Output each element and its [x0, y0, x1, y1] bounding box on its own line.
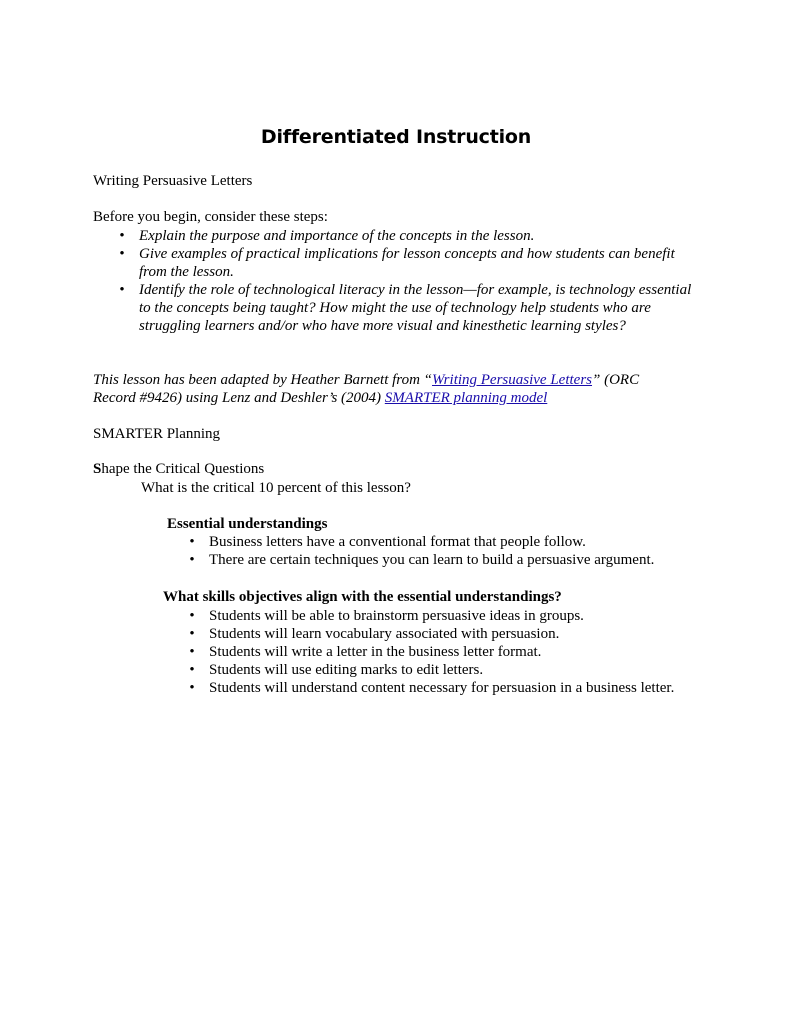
bullet-icon: •	[189, 552, 195, 568]
list-item	[185, 661, 705, 679]
skills-list	[185, 607, 705, 697]
list-item	[115, 227, 705, 245]
shape-heading-rest: hape the Critical Questions	[101, 461, 265, 477]
skill-item: Students will be able to brainstorm persuasive ideas in groups.	[209, 608, 584, 624]
list-item	[185, 551, 705, 569]
skill-item: Students will understand content necessary for persuasion in a business letter.	[209, 680, 675, 696]
bullet-icon: •	[189, 644, 195, 660]
bullet-icon: •	[189, 534, 195, 550]
list-item	[185, 533, 705, 551]
shape-first-letter: S	[93, 461, 102, 477]
bullet-icon: •	[119, 282, 125, 298]
bullet-icon: •	[119, 228, 125, 244]
skill-item: Students will learn vocabulary associated with persuasion.	[209, 626, 560, 642]
planning-heading: SMARTER Planning	[93, 426, 221, 442]
bullet-icon: •	[189, 608, 195, 624]
shape-heading	[93, 460, 264, 478]
step-text: Give examples of practical implications for lesson concepts and how students can benefit from the lesson.	[139, 246, 675, 280]
essential-item: There are certain techniques you can learn to build a persuasive argument.	[209, 552, 655, 568]
writing-persuasive-letters-link[interactable]: Writing Persuasive Letters	[432, 372, 593, 388]
adapted-prefix: This lesson has been adapted by Heather Barnett from “	[93, 372, 433, 388]
essential-item: Business letters have a conventional format that people follow.	[209, 534, 586, 550]
bullet-icon: •	[189, 680, 195, 696]
essential-heading: Essential understandings	[167, 516, 328, 532]
skill-item: Students will write a letter in the business letter format.	[209, 644, 542, 660]
list-item	[115, 245, 705, 281]
bullet-icon: •	[189, 662, 195, 678]
adapted-paragraph	[93, 371, 678, 407]
step-text: Explain the purpose and importance of the concepts in the lesson.	[139, 228, 535, 244]
skills-heading: What skills objectives align with the essential understandings?	[163, 589, 562, 605]
page-title: Differentiated Instruction	[260, 126, 532, 148]
lesson-subtitle: Writing Persuasive Letters	[93, 173, 253, 189]
skill-item: Students will use editing marks to edit letters.	[209, 662, 484, 678]
bullet-icon: •	[189, 626, 195, 642]
intro-text: Before you begin, consider these steps:	[93, 209, 328, 225]
step-text: Identify the role of technological literacy in the lesson—for example, is technology essential to the concepts being taught? How might the use of technology help students who are struggling learners and/or who have more visual and kinesthetic learning styles?	[139, 282, 692, 334]
list-item	[185, 679, 705, 697]
smarter-planning-model-link[interactable]: SMARTER planning model	[384, 390, 548, 406]
list-item	[185, 625, 705, 643]
essential-list	[185, 533, 705, 569]
adapted-middle: ” (ORC Record #9426) using Lenz and Deshler’s (2004)	[93, 372, 640, 406]
bullet-icon: •	[119, 246, 125, 262]
steps-list	[115, 227, 705, 335]
critical-question: What is the critical 10 percent of this lesson?	[141, 480, 411, 496]
list-item	[115, 281, 705, 335]
list-item	[185, 643, 705, 661]
list-item	[185, 607, 705, 625]
